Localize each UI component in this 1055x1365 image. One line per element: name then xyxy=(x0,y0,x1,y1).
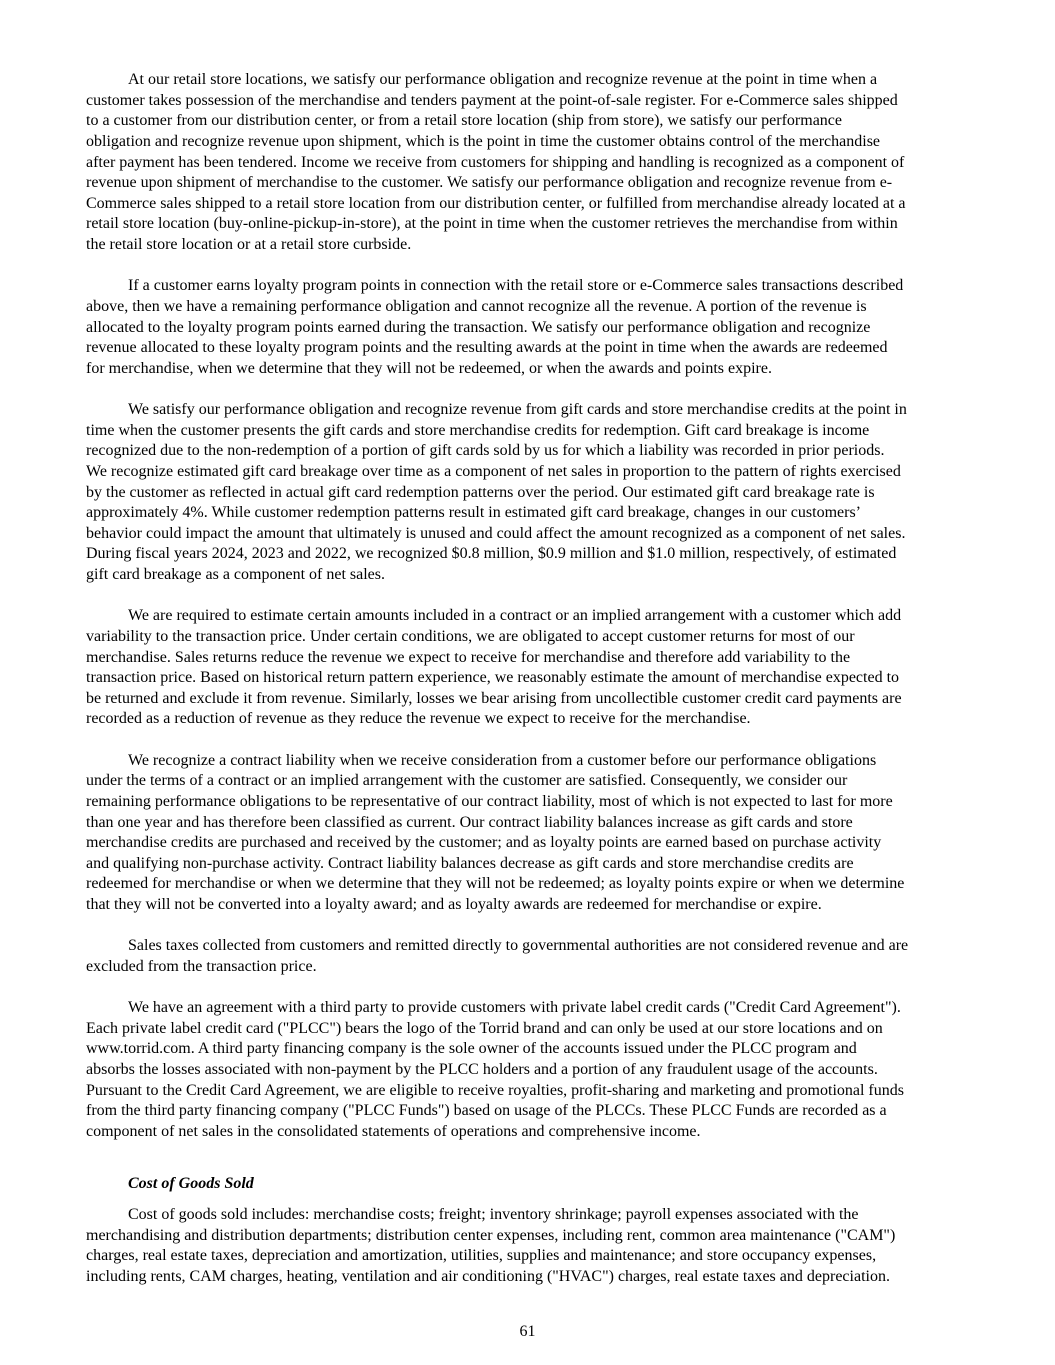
text-line: We satisfy our performance obligation and recognize revenue from gift cards and store merchandise credits at the point in xyxy=(128,401,907,418)
text-line: than one year and has therefore been classified as current. Our contract liability balances increase as gift cards and store xyxy=(86,813,853,831)
text-line: excluded from the transaction price. xyxy=(86,957,317,975)
text-line: from the third party financing company ("PLCC Funds") based on usage of the PLCCs. These PLCC Funds are recorded as a xyxy=(86,1102,887,1120)
paragraph-variable-consideration xyxy=(86,606,976,730)
text-line: for merchandise, when we determine that they will not be redeemed, or when the awards and points expire. xyxy=(86,359,772,377)
text-line: We have an agreement with a third party to provide customers with private label credit cards ("Credit Card Agreement"). xyxy=(128,999,901,1017)
text-line: merchandise. Sales returns reduce the revenue we expect to receive for merchandise and therefore add variability to the xyxy=(86,648,851,666)
paragraph-gift-cards xyxy=(86,400,976,586)
text-line: the retail store location or at a retail store curbside. xyxy=(86,236,412,253)
text-line: after payment has been tendered. Income we receive from customers for shipping and handling is recognized as a component of xyxy=(86,153,905,171)
text-line: approximately 4%. While customer redemption patterns result in estimated gift card breakage, changes in our customers’ xyxy=(86,504,862,522)
text-line: Cost of goods sold includes: merchandise costs; freight; inventory shrinkage; payroll expenses associated with the xyxy=(128,1206,859,1224)
text-line: to a customer from our distribution center, or from a retail store location (ship from store), we satisfy our performance xyxy=(86,112,843,130)
text-line: time when the customer presents the gift cards and store merchandise credits for redemption. Gift card breakage is income xyxy=(86,421,870,439)
text-line: variability to the transaction price. Under certain conditions, we are obligated to accept customer returns for most of our xyxy=(86,627,855,645)
text-line: obligation and recognize revenue upon shipment, which is the point in time the customer obtains control of the merchandise xyxy=(86,132,881,150)
page-body xyxy=(86,70,976,1288)
text-line: under the terms of a contract or an implied arrangement with the customer are satisfied. Consequently, we consider our xyxy=(86,772,848,790)
text-line: We recognize estimated gift card breakage over time as a component of net sales in proportion to the pattern of rights exercised xyxy=(86,462,901,480)
text-line: above, then we have a remaining performance obligation and cannot recognize all the revenue. A portion of the revenue is xyxy=(86,297,867,315)
text-line: recognized due to the non-redemption of a portion of gift cards sold by us for which a liability was recorded in prior periods. xyxy=(86,442,885,460)
text-line: retail store location (buy-online-pickup-in-store), at the point in time when the customer retrieves the merchandise from within xyxy=(86,215,898,233)
text-line: During fiscal years 2024, 2023 and 2022, we recognized $0.8 million, $0.9 million and $1.0 million, respectively, of estimated xyxy=(86,545,897,563)
paragraph-contract-liability xyxy=(86,751,976,916)
text-line: We recognize a contract liability when we receive consideration from a customer before our performance obligations xyxy=(128,751,877,769)
text-line: revenue allocated to these loyalty program points and the resulting awards at the point in time when the awards are redeemed xyxy=(86,339,888,357)
paragraph-cost-of-goods-sold xyxy=(86,1205,976,1288)
text-line: revenue upon shipment of merchandise to the customer. We satisfy our performance obligation and recognize revenue from e- xyxy=(86,174,893,192)
text-line: including rents, CAM charges, heating, ventilation and air conditioning ("HVAC") charges, real estate taxes and depreciation. xyxy=(86,1267,890,1285)
text-line: charges, real estate taxes, depreciation and amortization, utilities, supplies and maintenance; and store occupancy expenses, xyxy=(86,1247,877,1265)
text-line: Pursuant to the Credit Card Agreement, we are eligible to receive royalties, profit-sharing and marketing and promotional funds xyxy=(86,1081,904,1099)
text-line: by the customer as reflected in actual gift card redemption patterns over the period. Our estimated gift card breakage rate is xyxy=(86,483,875,501)
text-line: component of net sales in the consolidated statements of operations and comprehensive income. xyxy=(86,1122,701,1140)
text-line: that they will not be converted into a loyalty award; and as loyalty awards are redeemed for merchandise or expire. xyxy=(86,896,822,913)
text-line: recorded as a reduction of revenue as they reduce the revenue we expect to receive for the merchandise. xyxy=(86,710,751,728)
text-line: If a customer earns loyalty program points in connection with the retail store or e-Commerce sales transactions described xyxy=(128,277,904,295)
text-line: remaining performance obligations to be representative of our contract liability, most of which is not expected to last for more xyxy=(86,792,893,810)
text-line: We are required to estimate certain amounts included in a contract or an implied arrangement with a customer which add xyxy=(128,607,902,625)
text-line: Sales taxes collected from customers and remitted directly to governmental authorities are not considered revenue and are xyxy=(128,937,909,955)
text-line: merchandise credits are purchased and received by the customer; and as loyalty points are earned based on purchase activity xyxy=(86,834,882,852)
text-line: gift card breakage as a component of net sales. xyxy=(86,566,385,583)
text-line: Commerce sales shipped to a retail store location from our distribution center, or fulfilled from merchandise already located at a xyxy=(86,194,906,212)
text-line: behavior could impact the amount that ultimately is unused and could affect the amount recognized as a component of net sales. xyxy=(86,524,906,542)
paragraph-credit-card-agreement xyxy=(86,998,976,1142)
text-line: and qualifying non-purchase activity. Contract liability balances decrease as gift cards and store merchandise credits are xyxy=(86,854,854,872)
paragraph-retail-store-revenue xyxy=(86,70,976,256)
text-line: www.torrid.com. A third party financing company is the sole owner of the accounts issued under the PLCC program and xyxy=(86,1040,857,1058)
page-number: 61 xyxy=(519,1323,536,1340)
text-line: merchandising and distribution departments; distribution center expenses, including rent, common area maintenance ("CAM") xyxy=(86,1226,896,1244)
text-line: At our retail store locations, we satisfy our performance obligation and recognize revenue at the point in time when a xyxy=(128,71,878,88)
text-line: Each private label credit card ("PLCC") bears the logo of the Torrid brand and can only be used at our store locations and on xyxy=(86,1019,883,1037)
text-line: redeemed for merchandise or when we determine that they will not be redeemed; as loyalty points expire or when we determine xyxy=(86,875,905,893)
section-heading-cost-of-goods-sold: Cost of Goods Sold xyxy=(128,1175,254,1192)
text-line: be returned and exclude it from revenue. Similarly, losses we bear arising from uncollectible customer credit card payments are xyxy=(86,689,902,707)
text-line: transaction price. Based on historical return pattern experience, we reasonably estimate the amount of merchandise expected to xyxy=(86,669,900,687)
paragraph-loyalty-program xyxy=(86,276,976,379)
text-line: customer takes possession of the merchandise and tenders payment at the point-of-sale register. For e-Commerce sales shipped xyxy=(86,91,898,109)
text-line: absorbs the losses associated with non-payment by the PLCC holders and a portion of any fraudulent usage of the accounts. xyxy=(86,1061,878,1078)
text-line: allocated to the loyalty program points earned during the transaction. We satisfy our performance obligation and recognize xyxy=(86,318,871,336)
paragraph-sales-taxes xyxy=(86,936,976,977)
